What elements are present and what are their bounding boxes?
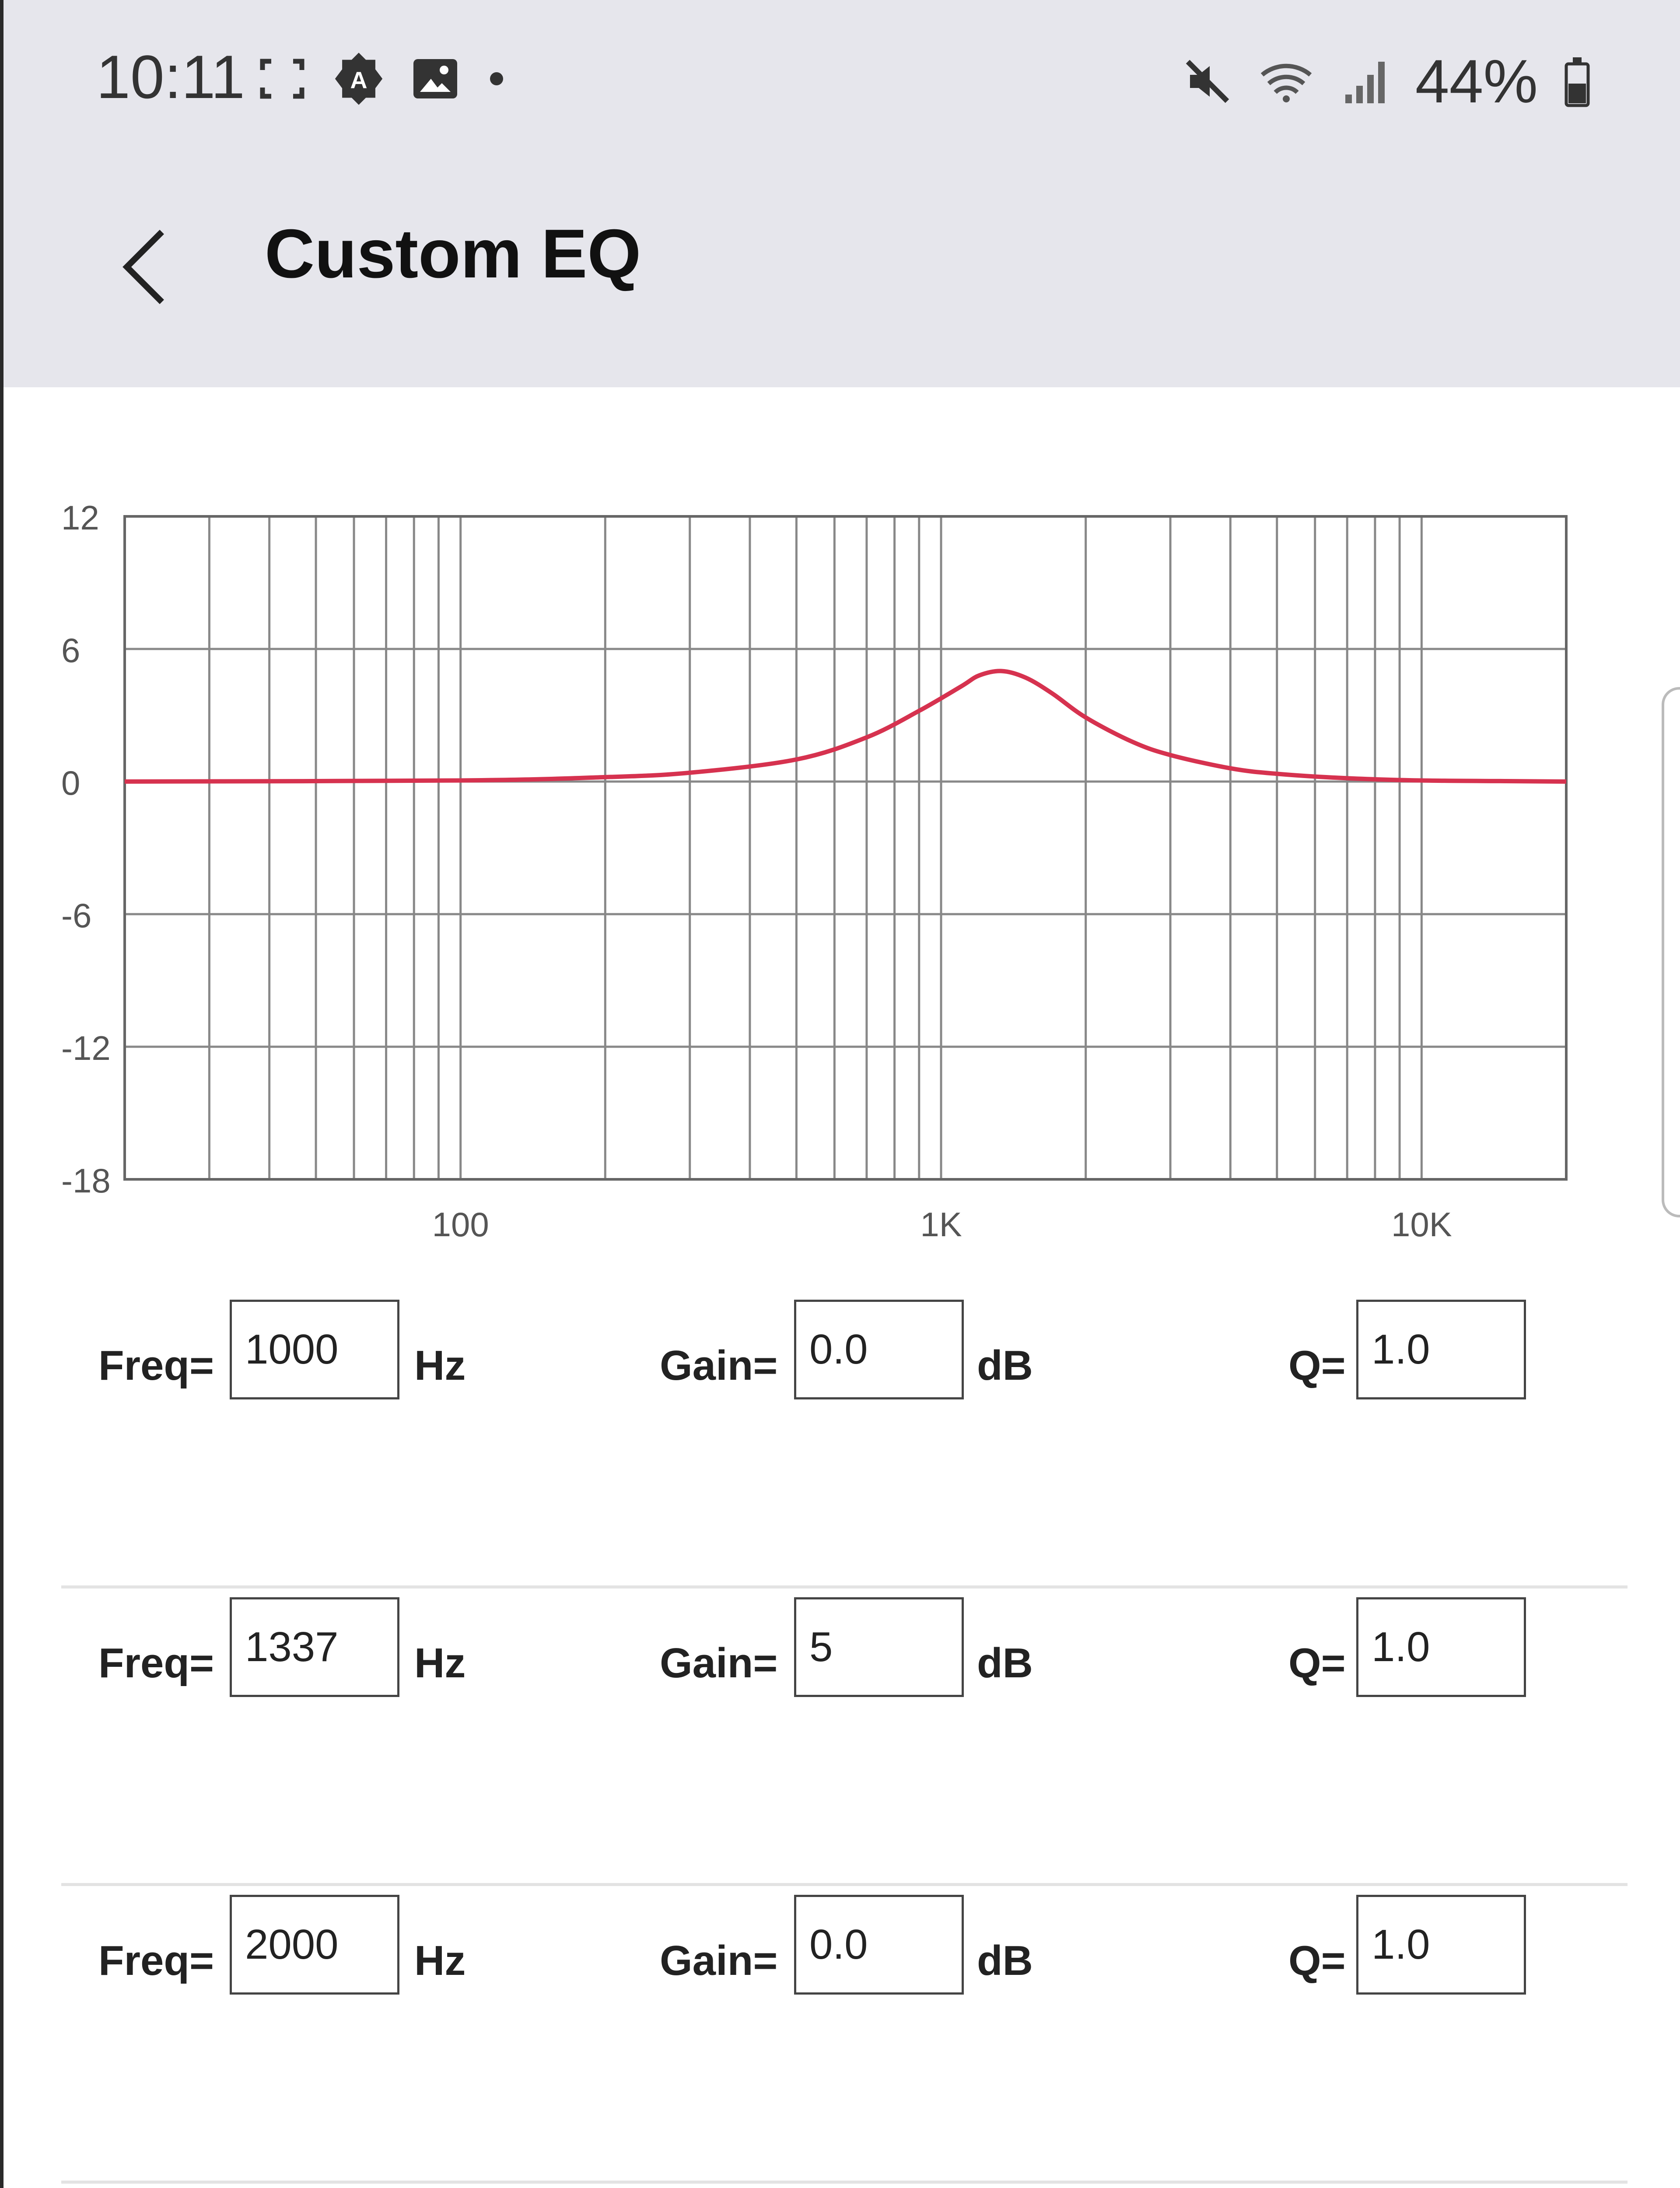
- y-tick-label: 12: [61, 498, 99, 537]
- signal-icon: [1343, 55, 1391, 108]
- y-tick-label: 6: [61, 631, 80, 670]
- row-divider: [61, 2181, 1628, 2184]
- y-tick-label: -12: [61, 1029, 111, 1067]
- freq-input[interactable]: [230, 1597, 399, 1697]
- q-input[interactable]: [1356, 1597, 1526, 1697]
- x-tick-label: 10K: [1391, 1205, 1452, 1244]
- dot-icon: [483, 66, 510, 92]
- screen-capture-icon: [256, 53, 308, 105]
- y-tick-label: -6: [61, 896, 92, 935]
- db-unit-label: dB: [977, 1937, 1033, 1984]
- freq-label: Freq=: [98, 1640, 214, 1687]
- y-tick-label: -18: [61, 1161, 111, 1200]
- battery-icon: [1562, 55, 1592, 108]
- wifi-icon: [1258, 55, 1319, 108]
- status-bar: [0, 0, 1680, 166]
- q-input[interactable]: [1356, 1300, 1526, 1399]
- db-unit-label: dB: [977, 1342, 1033, 1389]
- freq-label: Freq=: [98, 1937, 214, 1984]
- gain-label: Gain=: [660, 1342, 778, 1389]
- x-tick-label: 1K: [920, 1205, 962, 1244]
- band-row: [0, 1886, 1680, 2184]
- auto-brightness-icon: [330, 50, 387, 107]
- band-row: [0, 1588, 1680, 1886]
- gain-label: Gain=: [660, 1937, 778, 1984]
- q-label: Q=: [1288, 1937, 1346, 1984]
- battery-percent: 44%: [1415, 47, 1538, 116]
- q-label: Q=: [1288, 1342, 1346, 1389]
- app-bar: [0, 166, 1680, 387]
- freq-input[interactable]: [230, 1895, 399, 1995]
- hz-unit-label: Hz: [414, 1640, 466, 1687]
- band-row: [0, 1291, 1680, 1588]
- x-tick-label: 100: [432, 1205, 489, 1244]
- back-button[interactable]: [105, 219, 184, 315]
- svg-text:A: A: [350, 67, 368, 94]
- chart-frame: [125, 516, 1566, 1179]
- q-input[interactable]: [1356, 1895, 1526, 1995]
- hz-unit-label: Hz: [414, 1342, 466, 1389]
- gain-input[interactable]: [794, 1895, 964, 1995]
- freq-label: Freq=: [98, 1342, 214, 1389]
- status-icons-left: [256, 50, 510, 107]
- side-panel-handle[interactable]: [1662, 687, 1680, 1217]
- hz-unit-label: Hz: [414, 1937, 466, 1984]
- y-tick-label: 0: [61, 764, 80, 802]
- chevron-left-icon: [118, 228, 171, 306]
- page-title: Custom EQ: [265, 215, 641, 292]
- db-unit-label: dB: [977, 1640, 1033, 1687]
- gallery-icon: [409, 53, 462, 105]
- row-divider: [61, 1883, 1628, 1886]
- gain-label: Gain=: [660, 1640, 778, 1687]
- gain-input[interactable]: [794, 1597, 964, 1697]
- freq-input[interactable]: [230, 1300, 399, 1399]
- band-row: [0, 2184, 1680, 2188]
- q-label: Q=: [1288, 1640, 1346, 1687]
- row-divider: [61, 1585, 1628, 1588]
- status-icons-right: [1181, 46, 1592, 117]
- status-time: 10:11: [96, 42, 245, 111]
- eq-chart-svg: [0, 473, 1680, 1273]
- eq-response-line: [125, 671, 1566, 782]
- band-list: [0, 1291, 1680, 2188]
- mute-icon: [1181, 55, 1234, 108]
- gain-input[interactable]: [794, 1300, 964, 1399]
- eq-chart: [0, 473, 1680, 1273]
